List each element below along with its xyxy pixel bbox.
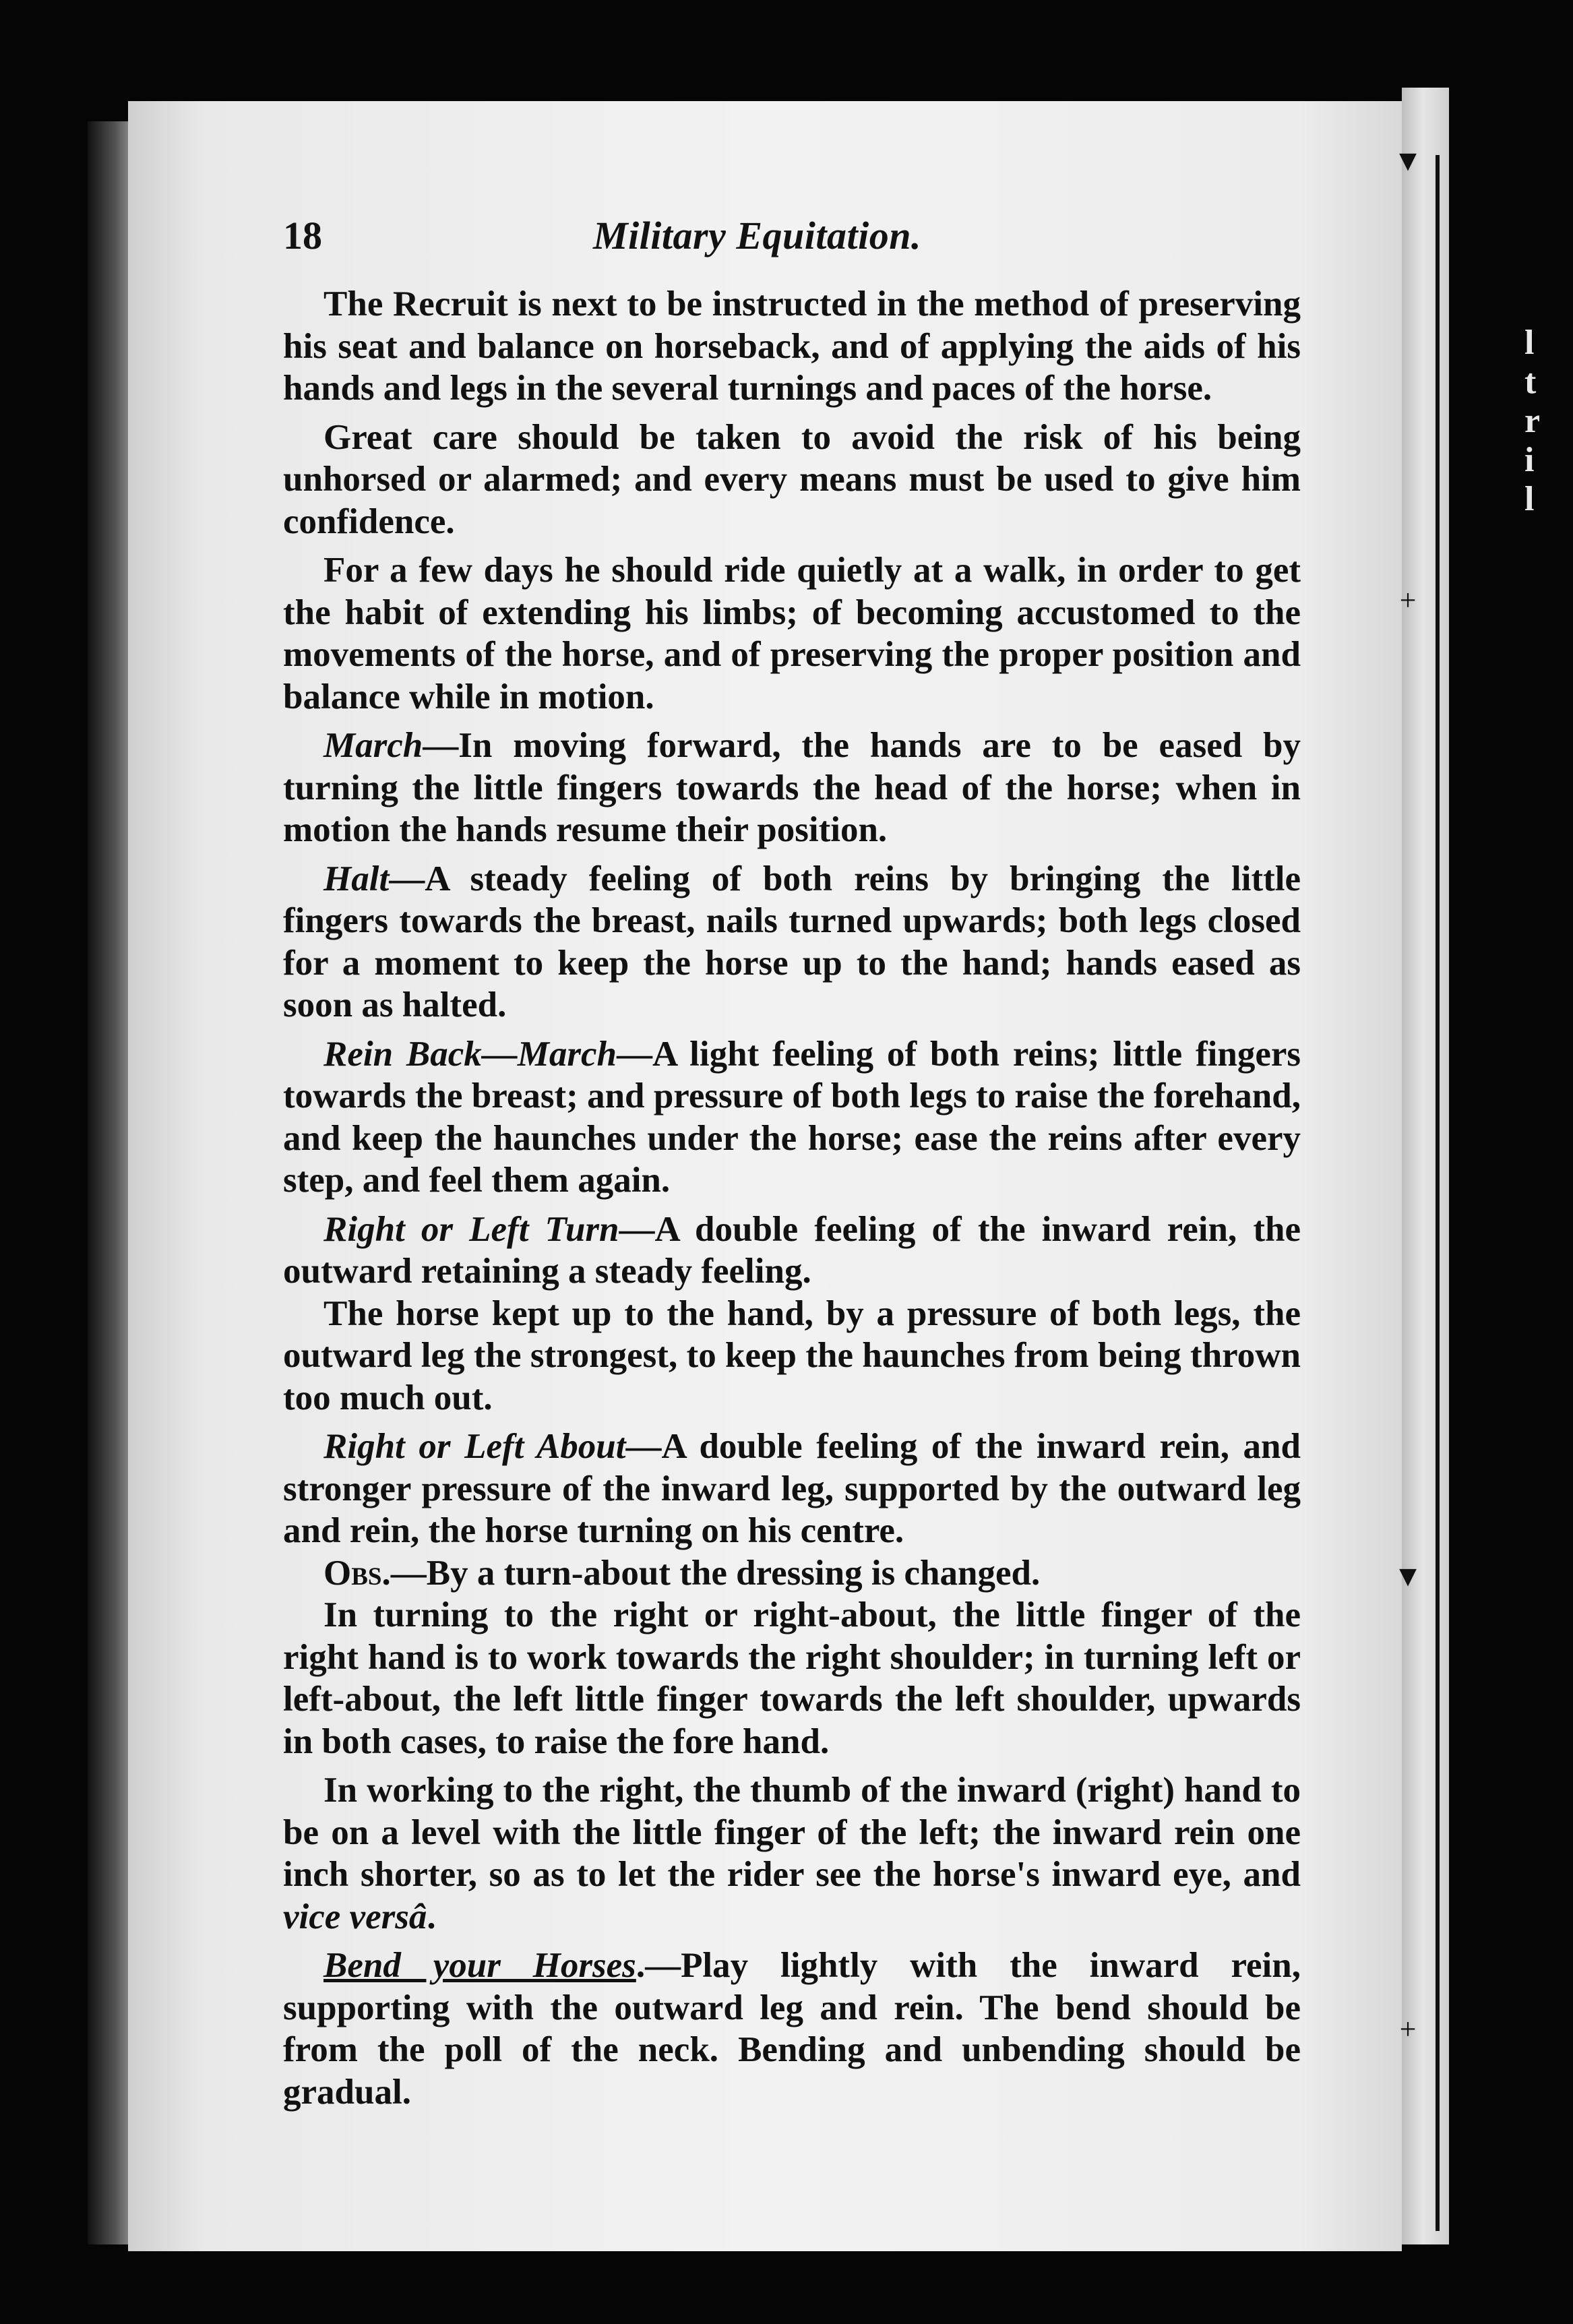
paragraph: Rein Back—March—A light feeling of both reins; little fingers towards the breast; and pressure of both legs to raise the forehand, and keep the haunches under the horse; ease the reins after every step, and feel them again. (283, 1034, 1301, 1200)
paragraph: For a few days he should ride quietly at a walk, in order to get the habit of extending his limbs; of becoming accustomed to the movements of the horse, and of preserving the proper position and balance while in motion. (283, 551, 1301, 716)
paragraph: Great care should be taken to avoid the risk of his being unhorsed or alarmed; and every means must be used to give him confidence. (283, 417, 1301, 541)
paragraph: The Recruit is next to be instructed in the method of preserving his seat and balance on horseback, and of applying the aids of his hands and legs in the several turnings and paces of the horse. (283, 284, 1301, 408)
italic-phrase: vice versâ (283, 1897, 427, 1936)
edge-tick-mark: + (1399, 584, 1417, 617)
edge-tick-mark-lower: + (1399, 2013, 1417, 2046)
obs-label: Obs. (323, 1553, 391, 1593)
page-number: 18 (283, 214, 322, 257)
running-head: Military Equitation. (593, 214, 921, 257)
command-heading: Halt (323, 859, 390, 898)
adjacent-letter: i (1524, 441, 1535, 479)
command-heading: Right or Left About (323, 1427, 626, 1466)
command-heading: Bend your Horses (323, 1946, 636, 1985)
page-header (283, 213, 1294, 260)
adjacent-page-fragment (1524, 324, 1573, 607)
paragraph: Obs.—By a turn-about the dressing is changed. (323, 1553, 1041, 1593)
edge-arrow-mark-lower: ▼ (1393, 1560, 1423, 1593)
adjacent-letter: r (1524, 402, 1541, 440)
adjacent-letter: t (1524, 363, 1537, 401)
paragraph: In turning to the right or right-about, the little finger of the right hand is to work towards the right shoulder; in turning left or left-about, the left little finger towards the left shoulder, upwards in both cases, to raise the fore hand. (283, 1595, 1301, 1761)
paragraph: March—In moving forward, the hands are to be eased by turning the little fingers towards the head of the horse; when in motion the hands resume their position. (283, 726, 1301, 849)
paragraph: In working to the right, the thumb of the inward (right) hand to be on a level with the little finger of the left; the inward rein one inch shorter, so as to let the rider see the horse's inward eye, and vice versâ. (283, 1771, 1301, 1936)
paragraph: Halt—A steady feeling of both reins by bringing the little fingers towards the breast, nails turned upwards; both legs closed for a moment to keep the horse up to the hand; hands eased as soon as halted. (283, 859, 1301, 1025)
adjacent-letter: l (1524, 480, 1535, 518)
command-heading: March (323, 726, 423, 765)
page-fold-line (1436, 155, 1440, 2231)
paragraph: The horse kept up to the hand, by a pressure of both legs, the outward leg the strongest, to keep the haunches from being thrown too much out. (283, 1293, 1301, 1417)
adjacent-letter: l (1524, 324, 1535, 362)
paragraph: Bend your Horses.—Play lightly with the inward rein, supporting with the outward leg and rein. The bend should be from the poll of the neck. Bending and unbending should be gradual. (283, 1946, 1301, 2112)
command-heading: Right or Left Turn (323, 1209, 619, 1249)
command-heading: Rein Back—March (323, 1034, 617, 1074)
edge-arrow-mark: ▼ (1393, 144, 1423, 177)
page-body (283, 283, 1301, 2120)
paragraph: Right or Left Turn—A double feeling of the inward rein, the outward retaining a steady feeling. (283, 1209, 1301, 1291)
paragraph: Right or Left About—A double feeling of the inward rein, and stronger pressure of the inward leg, supported by the outward leg and rein, the horse turning on his centre. (283, 1427, 1301, 1550)
facing-page-edge (1402, 88, 1449, 2244)
